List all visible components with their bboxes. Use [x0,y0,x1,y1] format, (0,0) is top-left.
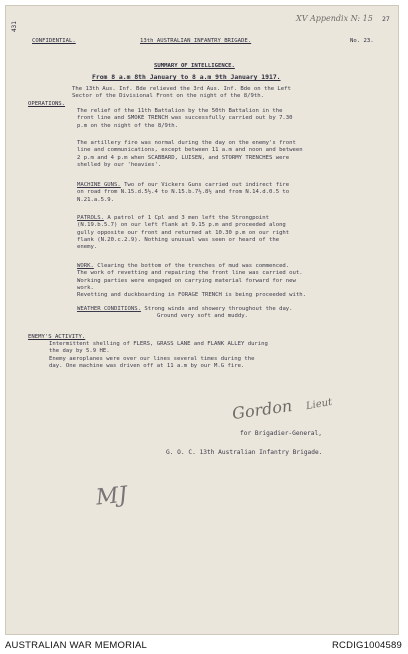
text-line: Working parties were engaged on carrying material forward for new [77,277,296,284]
text-line: N.21.a.5.9. [77,196,115,203]
text-line: Strong winds and showery throughout the day. [141,306,293,312]
text-line: A patrol of 1 Cpl and 3 men left the Strongpoint [103,215,269,221]
footer-archive-name: AUSTRALIAN WAR MEMORIAL [5,640,148,651]
signature-for: for Brigadier-General, [240,430,322,437]
patrols-label: PATROLS. [77,215,104,221]
text-line: Two of our Vickers Guns carried out indirect fire [120,182,290,188]
text-line: Enemy aeroplanes were over our lines several times during the [49,355,255,362]
patrols-para [77,215,289,251]
signature-rank: Lieut [305,396,333,413]
text-line: The work of revetting and repairing the front line was carried out. [77,270,303,277]
faint-line: The 13th Aus. Inf. Bde relieved the 3rd Aus. Inf. Bde on the Left [72,86,291,92]
machine-guns-para [77,182,289,204]
work-para [77,263,306,299]
text-line: Ground very soft and muddy. [157,313,248,320]
enemy-activity-para [49,341,268,370]
text-line: line and communications, except between 11 a.m and noon and between [77,147,303,154]
text-line: work. [77,284,94,291]
text-line: front line and SMOKE TRENCH was successfully carried out by 7.30 [77,115,293,122]
text-line: Intermittent shelling of FLERS, GRASS LANE and FLANK ALLEY during [49,341,268,347]
text-line: enemy. [77,244,98,251]
text-line: day. One machine was driven off at 11 a.m by our M.G fire. [49,362,245,369]
text-line: on road from N.15.d.5½.4 to N.15.b.7½.8½ and from N.14.d.0.5 to [77,189,290,196]
corner-annotation: XV Appendix N: 15 [296,14,373,23]
operations-para-2 [77,140,303,169]
text-line: The artillery fire was normal during the day on the enemy's front [77,140,296,146]
text-line: gully opposite our front and returned at 10.30 p.m on our right [77,229,290,236]
document-number: No. 23. [350,38,374,44]
unit-heading: 13th AUSTRALIAN INFANTRY BRIGADE. [140,38,252,44]
archive-stamp: 431 [11,21,18,32]
document-page [5,5,399,635]
weather-para [77,306,293,321]
goc-line: G. O. C. 13th Australian Infantry Brigade. [166,449,323,456]
text-line: the day by 5.9 HE. [49,348,110,355]
text-line: Clearing the bottom of the trenches of mud was commenced. [93,263,290,269]
faint-line: Sector of the Divisional Front on the night of the 8/9th. [72,93,264,100]
text-line: (N.19.b.5.7) on our left flank at 9.15 p.m and proceeded along [77,222,286,229]
text-line: shelled by our 'heavies'. [77,161,162,168]
work-label: WORK. [77,263,94,269]
signature: Gordon [230,395,294,424]
text-line: p.m on the night of the 8/9th. [77,122,179,129]
enemy-activity-heading: ENEMY'S ACTIVITY. [28,334,86,340]
text-line: Revetting and duckboarding in FORAGE TRENCH is being proceeded with. [77,292,307,299]
text-line: The relief of the 11th Battalion by the 50th Battalion in the [77,108,283,114]
operations-heading: OPERATIONS. [28,101,66,107]
operations-para-1 [77,108,293,130]
weather-label: WEATHER CONDITIONS. [77,306,141,312]
document-title: SUMMARY OF INTELLIGENCE. [154,63,235,69]
handwritten-initials: MJ [94,482,129,511]
faint-note [72,86,291,101]
machine-guns-label: MACHINE GUNS. [77,182,121,188]
footer-reference: RCDIG1004589 [332,640,402,651]
classification: CONFIDENTIAL. [32,38,76,44]
text-line: flank (N.20.c.2.9). Nothing unusual was seen or heard of the [77,236,280,243]
corner-number: 27 [382,15,390,23]
report-period: From 8 a.m 8th January to 8 a.m 9th January 1917. [92,73,281,81]
text-line: 2 p.m and 4 p.m when SCABBARD, LUISEN, and STORMY TRENCHES were [77,154,290,161]
